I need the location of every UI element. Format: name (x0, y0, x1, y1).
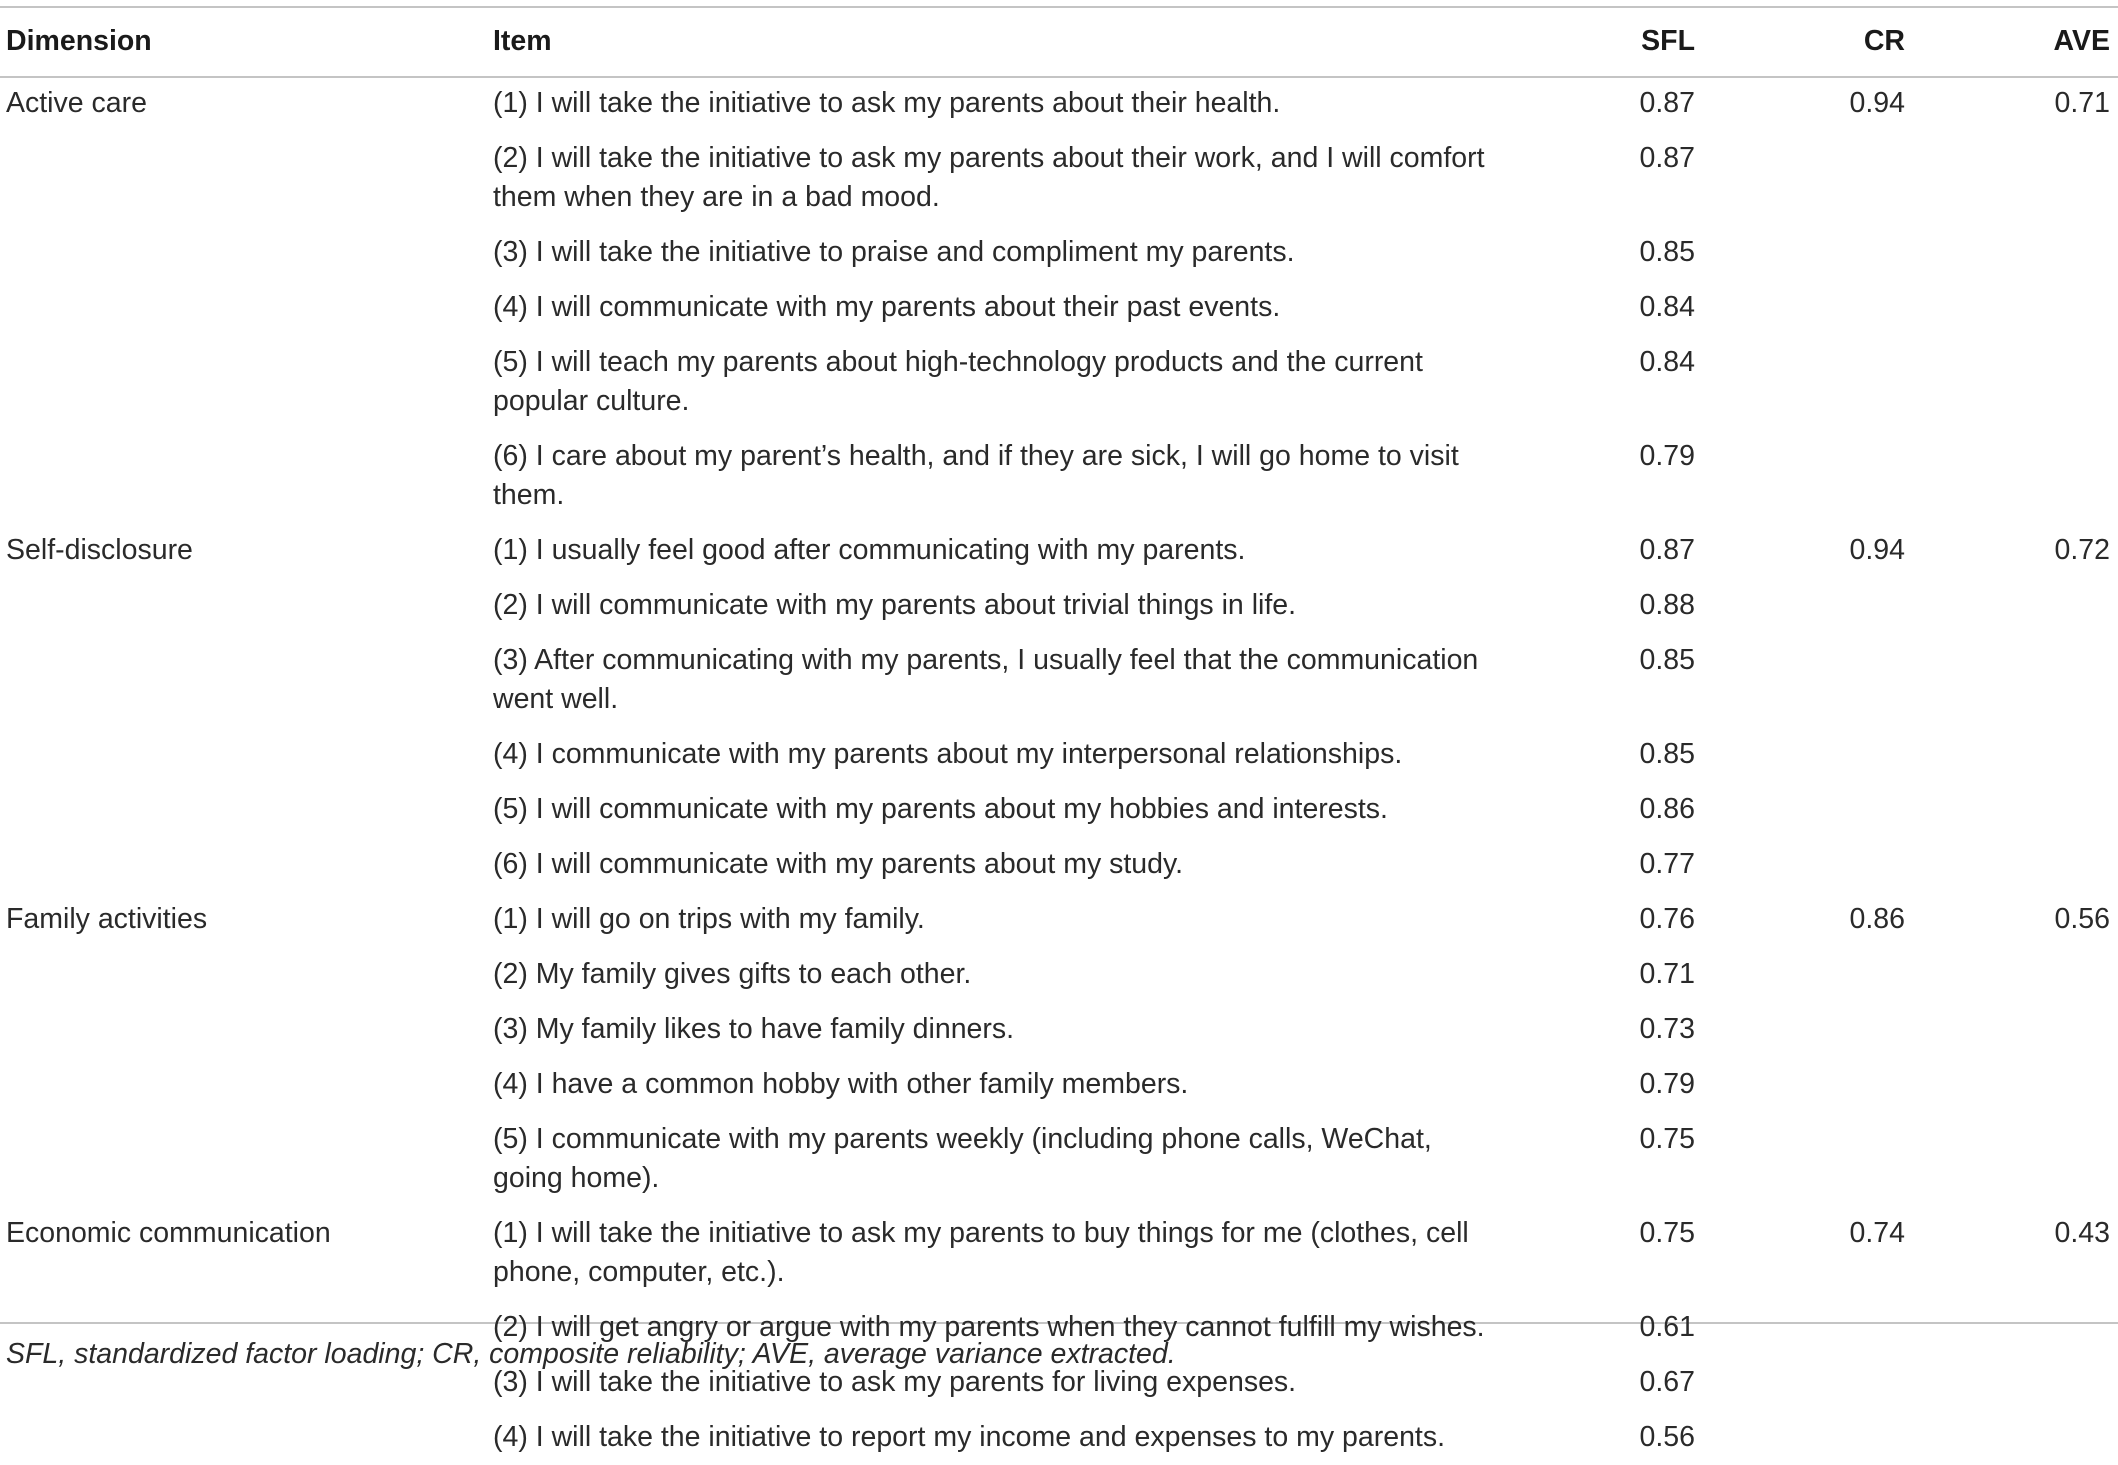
item-cell (493, 727, 1545, 782)
cr-cell (1695, 1002, 1905, 1057)
sfl-cell: 0.85 (1639, 236, 1695, 268)
item-text: (3) After communicating with my parents, I usually feel that the communication went well. (493, 644, 1479, 715)
cr-cell (1695, 131, 1905, 225)
ave-cell (1905, 578, 2118, 633)
cr-cell (1695, 1300, 1905, 1355)
sfl-cell: 0.88 (1639, 589, 1695, 621)
cr-cell (1695, 225, 1905, 280)
ave-cell (1905, 335, 2118, 429)
ave-cell (1905, 225, 2118, 280)
table-row (0, 1410, 2118, 1465)
cr-cell (1695, 947, 1905, 1002)
cr-cell (1695, 727, 1905, 782)
item-cell (493, 429, 1545, 523)
ave-cell: 0.72 (2054, 534, 2110, 566)
cr-cell (1695, 837, 1905, 892)
dimension-cell (0, 837, 493, 892)
table-row (0, 727, 2118, 782)
item-cell (493, 523, 1545, 578)
sfl-cell: 0.85 (1639, 644, 1695, 676)
sfl-cell: 0.77 (1639, 848, 1695, 880)
ave-cell (1905, 837, 2118, 892)
item-cell (493, 892, 1545, 947)
item-text: (5) I will communicate with my parents about my hobbies and interests. (493, 793, 1388, 825)
dimension-cell (0, 782, 493, 837)
sfl-cell: 0.56 (1639, 1421, 1695, 1453)
table-row (0, 1206, 2118, 1300)
table-row (0, 1112, 2118, 1206)
ave-cell (1905, 1410, 2118, 1465)
cr-cell (1695, 578, 1905, 633)
ave-cell (1905, 429, 2118, 523)
cr-cell (1695, 335, 1905, 429)
ave-cell (1905, 1355, 2118, 1410)
cr-cell (1695, 1112, 1905, 1206)
dimension-cell (0, 1112, 493, 1206)
sfl-cell: 0.71 (1639, 958, 1695, 990)
dimension-cell (0, 578, 493, 633)
table-row (0, 429, 2118, 523)
ave-cell: 0.43 (2054, 1217, 2110, 1249)
item-cell (493, 947, 1545, 1002)
dimension-cell (0, 1057, 493, 1112)
cr-cell: 0.94 (1849, 534, 1905, 566)
dimension-cell (0, 225, 493, 280)
item-text: (1) I will go on trips with my family. (493, 903, 925, 935)
cr-cell: 0.94 (1849, 87, 1905, 119)
dimension-cell (0, 429, 493, 523)
item-cell (493, 131, 1545, 225)
cr-cell (1695, 782, 1905, 837)
cr-cell (1695, 429, 1905, 523)
table-row (0, 633, 2118, 727)
ave-cell (1905, 947, 2118, 1002)
table-row (0, 782, 2118, 837)
item-cell (493, 782, 1545, 837)
cr-cell (1695, 1410, 1905, 1465)
cr-cell (1695, 1057, 1905, 1112)
header-sfl: SFL (1641, 24, 1695, 57)
ave-cell (1905, 1112, 2118, 1206)
dimension-cell (0, 280, 493, 335)
item-cell (493, 1112, 1545, 1206)
sfl-cell: 0.76 (1639, 903, 1695, 935)
sfl-cell: 0.84 (1639, 291, 1695, 323)
item-cell (493, 578, 1545, 633)
item-text: (6) I will communicate with my parents about my study. (493, 848, 1184, 880)
sfl-cell: 0.61 (1639, 1311, 1695, 1343)
sfl-cell: 0.73 (1639, 1013, 1695, 1045)
dimension-cell (0, 727, 493, 782)
cr-cell (1695, 280, 1905, 335)
ave-cell (1905, 1057, 2118, 1112)
table-wrapper (0, 6, 2118, 1465)
cr-cell (1695, 633, 1905, 727)
sfl-cell: 0.87 (1639, 534, 1695, 566)
dimension-cell: Self-disclosure (6, 534, 193, 566)
table-row (0, 1057, 2118, 1112)
ave-cell: 0.56 (2054, 903, 2110, 935)
item-cell (493, 1057, 1545, 1112)
header-dimension: Dimension (6, 24, 152, 57)
item-text: (1) I usually feel good after communicating with my parents. (493, 534, 1246, 566)
item-text: (4) I have a common hobby with other family members. (493, 1068, 1189, 1100)
sfl-cell: 0.86 (1639, 793, 1695, 825)
ave-cell (1905, 1002, 2118, 1057)
item-text: (2) I will communicate with my parents about trivial things in life. (493, 589, 1297, 621)
item-text: (4) I will communicate with my parents about their past events. (493, 291, 1281, 323)
table-row (0, 578, 2118, 633)
item-cell (493, 335, 1545, 429)
item-text: (1) I will take the initiative to ask my parents about their health. (493, 87, 1281, 119)
item-cell (493, 76, 1545, 131)
dimension-cell (0, 633, 493, 727)
sfl-cell: 0.84 (1639, 346, 1695, 378)
table-footnote: SFL, standardized factor loading; CR, composite reliability; AVE, average variance extracted. (6, 1338, 1176, 1370)
ave-cell (1905, 633, 2118, 727)
sfl-cell: 0.75 (1639, 1217, 1695, 1249)
ave-cell (1905, 1300, 2118, 1355)
sfl-cell: 0.79 (1639, 1068, 1695, 1100)
measurement-table (0, 6, 2118, 1465)
table-row (0, 335, 2118, 429)
item-text: (1) I will take the initiative to ask my parents to buy things for me (clothes, cell phone, computer, etc.). (493, 1217, 1469, 1288)
table-row (0, 523, 2118, 578)
header-ave: AVE (2053, 24, 2110, 57)
table-row (0, 225, 2118, 280)
table-row (0, 76, 2118, 131)
sfl-cell: 0.79 (1639, 440, 1695, 472)
item-text: (3) I will take the initiative to praise and compliment my parents. (493, 236, 1295, 268)
sfl-cell: 0.85 (1639, 738, 1695, 770)
ave-cell (1905, 782, 2118, 837)
item-text: (3) I will take the initiative to ask my parents for living expenses. (493, 1366, 1297, 1398)
ave-cell (1905, 131, 2118, 225)
item-text: (3) My family likes to have family dinners. (493, 1013, 1015, 1045)
item-text: (5) I communicate with my parents weekly (including phone calls, WeChat, going home). (493, 1123, 1432, 1194)
item-cell (493, 837, 1545, 892)
table-row (0, 947, 2118, 1002)
table-row (0, 837, 2118, 892)
ave-cell: 0.71 (2054, 87, 2110, 119)
sfl-cell: 0.87 (1639, 142, 1695, 174)
item-cell (493, 1206, 1545, 1300)
item-text: (4) I communicate with my parents about my interpersonal relationships. (493, 738, 1403, 770)
ave-cell (1905, 280, 2118, 335)
table-row (0, 131, 2118, 225)
dimension-cell (0, 131, 493, 225)
sfl-cell: 0.75 (1639, 1123, 1695, 1155)
item-text: (4) I will take the initiative to report my income and expenses to my parents. (493, 1421, 1446, 1453)
dimension-cell (0, 1002, 493, 1057)
header-row (0, 6, 2118, 76)
table-body (0, 76, 2118, 1465)
table-row (0, 892, 2118, 947)
sfl-cell: 0.67 (1639, 1366, 1695, 1398)
item-text: (6) I care about my parent’s health, and if they are sick, I will go home to visit them. (493, 440, 1459, 511)
dimension-cell: Economic communication (6, 1217, 331, 1249)
table-row (0, 1002, 2118, 1057)
item-cell (493, 1410, 1545, 1465)
item-text: (2) I will take the initiative to ask my parents about their work, and I will comfort them when they are in a bad mood. (493, 142, 1485, 213)
sfl-cell: 0.87 (1639, 87, 1695, 119)
item-cell (493, 633, 1545, 727)
item-cell (493, 280, 1545, 335)
cr-cell (1695, 1355, 1905, 1410)
cr-cell: 0.74 (1849, 1217, 1905, 1249)
table-row (0, 280, 2118, 335)
item-cell (493, 225, 1545, 280)
dimension-cell: Family activities (6, 903, 208, 935)
item-text: (2) My family gives gifts to each other. (493, 958, 972, 990)
item-text: (2) I will get angry or argue with my parents when they cannot fulfill my wishes. (493, 1311, 1485, 1343)
dimension-cell (0, 1410, 493, 1465)
item-text: (5) I will teach my parents about high-technology products and the current popular culture. (493, 346, 1423, 417)
cr-cell: 0.86 (1849, 903, 1905, 935)
header-cr: CR (1863, 24, 1905, 57)
item-cell (493, 1002, 1545, 1057)
dimension-cell (0, 947, 493, 1002)
header-item: Item (493, 24, 552, 57)
dimension-cell: Active care (6, 87, 147, 119)
dimension-cell (0, 335, 493, 429)
ave-cell (1905, 727, 2118, 782)
